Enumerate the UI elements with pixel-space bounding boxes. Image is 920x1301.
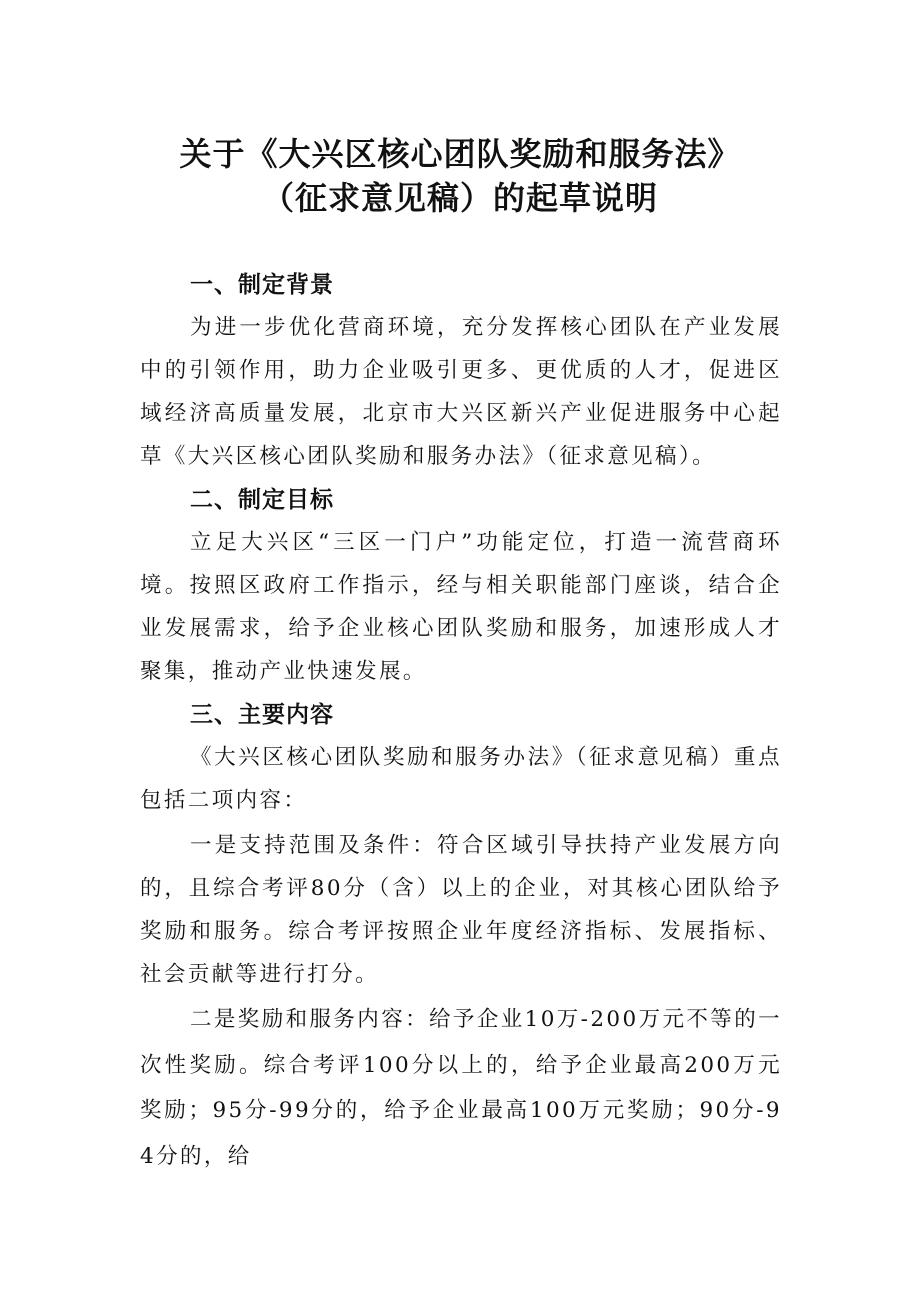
section-heading-background: 一、制定背景 bbox=[190, 272, 334, 298]
paragraph-main-content-intro: 《大兴区核心团队奖励和服务办法》（征求意见稿）重点包括二项内容： bbox=[140, 745, 782, 813]
paragraph-background: 为进一步优化营商环境，充分发挥核心团队在产业发展中的引领作用，助力企业吸引更多、更优质的人才，促进区域经济高质量发展，北京市大兴区新兴产业促进服务中心起草《大兴区核心团队奖励和服务办法》（征求意见稿）。 bbox=[140, 315, 782, 469]
section-heading-goals: 二、制定目标 bbox=[190, 487, 334, 513]
paragraph-goals: 立足大兴区“三区一门户”功能定位，打造一流营商环境。按照区政府工作指示，经与相关职能部门座谈，结合企业发展需求，给予企业核心团队奖励和服务，加速形成人才聚集，推动产业快速发展。 bbox=[140, 530, 782, 684]
paragraph-reward-content: 二是奖励和服务内容：给予企业10万-200万元不等的一次性奖励。综合考评100分以上的，给予企业最高200万元奖励；95分-99分的，给予企业最高100万元奖励；90分-94分的，给 bbox=[140, 1007, 782, 1169]
section-heading-main-content: 三、主要内容 bbox=[190, 702, 334, 728]
document-title-line2: （征求意见稿）的起草说明 bbox=[261, 179, 658, 217]
paragraph-support-scope: 一是支持范围及条件：符合区域引导扶持产业发展方向的，且综合考评80分（含）以上的企业，对其核心团队给予奖励和服务。综合考评按照企业年度经济指标、发展指标、社会贡献等进行打分。 bbox=[140, 833, 782, 987]
document-title-line1: 关于《大兴区核心团队奖励和服务法》 bbox=[179, 135, 741, 173]
